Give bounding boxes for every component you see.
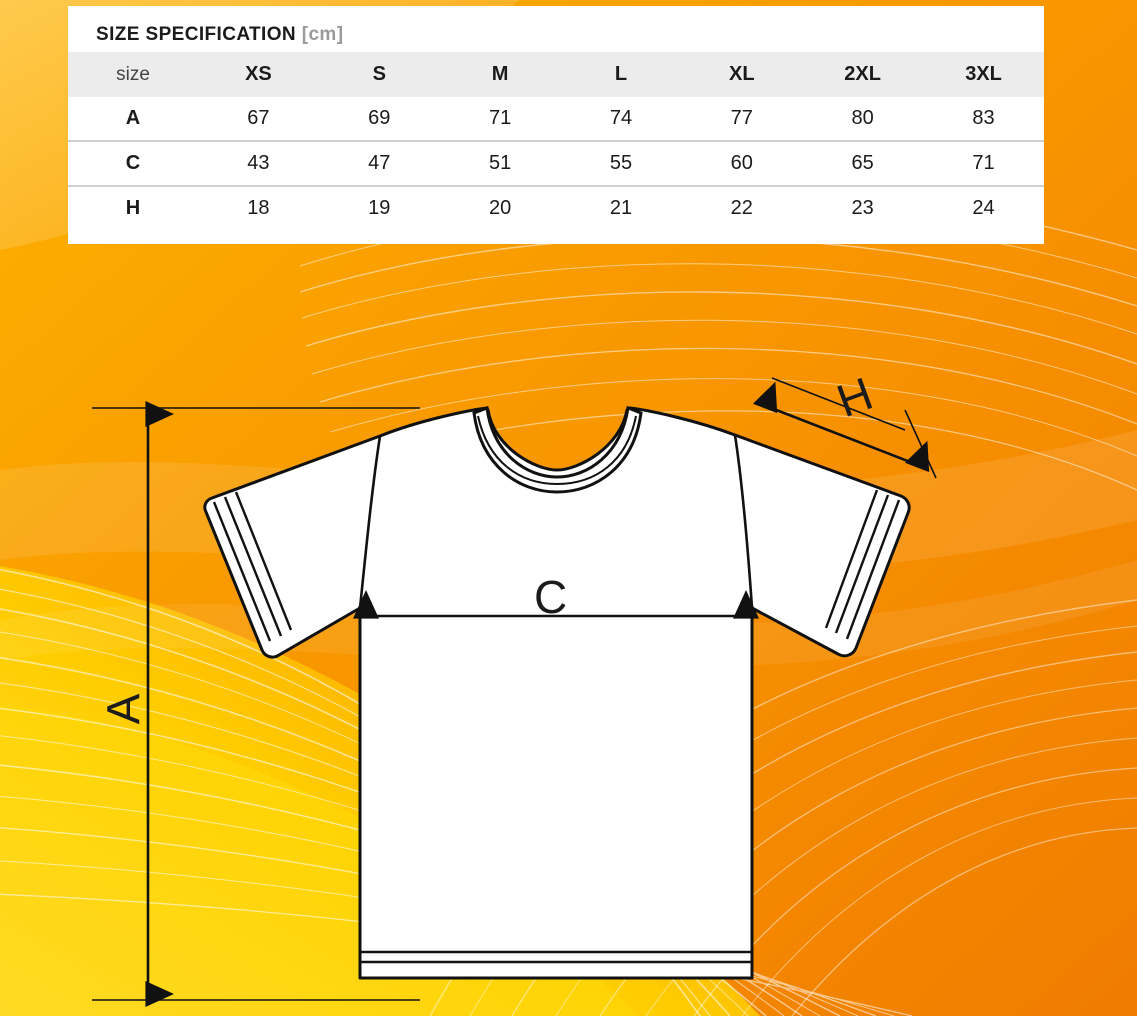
header-col-m: M xyxy=(491,63,509,85)
tshirt-outline-svg xyxy=(0,230,1137,1016)
table-row xyxy=(68,141,1044,186)
cell-a-3xl: 83 xyxy=(923,97,1044,141)
table-row xyxy=(68,186,1044,230)
header-col-l: L xyxy=(614,63,628,85)
size-table xyxy=(68,52,1044,230)
cell-c-2xl: 65 xyxy=(802,141,923,186)
cell-h-2xl: 23 xyxy=(851,197,874,219)
spec-unit: [cm] xyxy=(301,24,344,45)
cell-c-xl: 60 xyxy=(681,141,802,186)
dimension-label-a: A xyxy=(97,693,150,725)
table-header-row xyxy=(68,52,1044,97)
size-table-body xyxy=(68,97,1044,230)
cell-h-l: 21 xyxy=(609,197,633,219)
dimension-label-c: C xyxy=(534,571,568,623)
cell-h-xs: 18 xyxy=(247,197,270,219)
cell-a-xl: 77 xyxy=(681,97,802,141)
size-specification-card xyxy=(68,6,1044,244)
tshirt-shape xyxy=(205,408,909,978)
cell-c-m: 51 xyxy=(440,141,561,186)
header-size-label: size xyxy=(116,63,150,85)
dimension-label-h: H xyxy=(830,366,880,428)
header-col-xs: XS xyxy=(245,63,272,85)
header-col-3xl: 3XL xyxy=(965,63,1002,85)
spec-title-text: SIZE SPECIFICATION xyxy=(96,24,297,45)
size-table-header xyxy=(68,52,1044,97)
spec-title xyxy=(68,16,1044,52)
cell-a-m: 71 xyxy=(440,97,561,141)
cell-h-xl: 22 xyxy=(730,197,753,219)
cell-c-l: 55 xyxy=(561,141,682,186)
cell-a-l: 74 xyxy=(561,97,682,141)
row-label-h: H xyxy=(125,197,141,219)
cell-h-m: 20 xyxy=(488,197,512,219)
cell-h-s: 19 xyxy=(368,197,391,219)
dimension-h-extension-2 xyxy=(905,410,936,478)
cell-c-s: 47 xyxy=(319,141,440,186)
cell-c-3xl: 71 xyxy=(923,141,1044,186)
header-col-2xl: 2XL xyxy=(844,63,881,85)
header-col-s: S xyxy=(372,63,386,85)
header-col-xl: XL xyxy=(729,63,755,85)
cell-a-xs: 67 xyxy=(198,97,319,141)
row-label-a: A xyxy=(68,97,198,141)
cell-h-3xl: 24 xyxy=(972,197,995,219)
row-label-c: C xyxy=(68,141,198,186)
cell-c-xs: 43 xyxy=(198,141,319,186)
cell-a-s: 69 xyxy=(319,97,440,141)
table-row xyxy=(68,97,1044,141)
cell-a-2xl: 80 xyxy=(802,97,923,141)
tshirt-technical-drawing xyxy=(0,230,1137,1016)
